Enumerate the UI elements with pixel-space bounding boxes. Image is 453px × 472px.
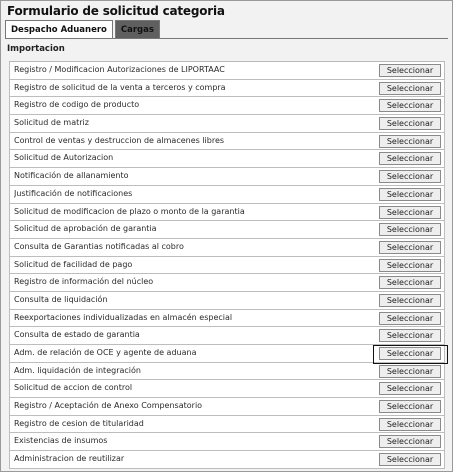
select-button[interactable]: Seleccionar — [379, 135, 441, 148]
tab-cargas[interactable]: Cargas — [115, 20, 160, 38]
row-label: Registro de cesion de titularidad — [14, 418, 144, 428]
table-row — [9, 398, 445, 416]
row-label: Registro / Aceptación de Anexo Compensatorio — [14, 401, 203, 411]
table-row — [9, 204, 445, 222]
row-label: Control de ventas y destruccion de almacenes libres — [14, 135, 225, 145]
table-row — [9, 345, 445, 363]
table-row — [9, 363, 445, 381]
row-label: Existencias de insumos — [14, 436, 108, 446]
row-label: Consulta de Garantias notificadas al cobro — [14, 241, 184, 251]
select-button[interactable]: Seleccionar — [379, 117, 441, 130]
row-label: Registro de información del núcleo — [14, 277, 154, 287]
row-label: Solicitud de aprobación de garantia — [14, 224, 157, 234]
row-label: Justificación de notificaciones — [14, 188, 133, 198]
table-row — [9, 221, 445, 239]
select-button[interactable]: Seleccionar — [379, 347, 441, 360]
table-row — [9, 257, 445, 275]
select-button[interactable]: Seleccionar — [379, 152, 441, 165]
section-title: Importacion — [7, 44, 65, 54]
select-button[interactable]: Seleccionar — [379, 241, 441, 254]
row-label: Solicitud de facilidad de pago — [14, 259, 133, 269]
row-label: Solicitud de accion de control — [14, 383, 133, 393]
table-row — [9, 380, 445, 398]
table-row — [9, 186, 445, 204]
tab-divider — [5, 38, 448, 39]
select-button[interactable]: Seleccionar — [379, 365, 441, 378]
table-row — [9, 274, 445, 292]
table-row — [9, 292, 445, 310]
select-button[interactable]: Seleccionar — [379, 329, 441, 342]
table-row — [9, 239, 445, 257]
select-button[interactable]: Seleccionar — [379, 223, 441, 236]
table-row — [9, 327, 445, 345]
select-button[interactable]: Seleccionar — [379, 435, 441, 448]
table-row — [9, 115, 445, 133]
table-row — [9, 150, 445, 168]
row-label: Solicitud de modificacion de plazo o monto de la garantia — [14, 206, 245, 216]
row-label: Registro de solicitud de la venta a terceros y compra — [14, 82, 226, 92]
table-row — [9, 433, 445, 451]
select-button[interactable]: Seleccionar — [379, 99, 441, 112]
table-row — [9, 80, 445, 98]
row-label: Adm. liquidación de integración — [14, 365, 141, 375]
row-label: Adm. de relación de OCE y agente de aduana — [14, 348, 197, 357]
row-label: Administracion de reutilizar — [14, 454, 125, 464]
row-label: Consulta de liquidación — [14, 294, 108, 304]
select-button[interactable]: Seleccionar — [379, 294, 441, 307]
select-button[interactable]: Seleccionar — [379, 400, 441, 413]
row-label: Notificación de allanamiento — [14, 171, 129, 181]
row-label: Registro de codigo de producto — [14, 100, 140, 110]
table-row — [9, 451, 445, 469]
tab-bar — [5, 20, 160, 38]
window-title: Formulario de solicitud categoria — [7, 4, 225, 18]
select-button[interactable]: Seleccionar — [379, 382, 441, 395]
select-button[interactable]: Seleccionar — [379, 82, 441, 95]
table-row — [9, 133, 445, 151]
tab-despacho-aduanero[interactable]: Despacho Aduanero — [5, 20, 113, 38]
row-label: Solicitud de matriz — [14, 118, 89, 128]
row-label: Reexportaciones individualizadas en almacén especial — [14, 312, 233, 322]
select-button[interactable]: Seleccionar — [379, 259, 441, 272]
row-label: Consulta de estado de garantia — [14, 330, 140, 340]
row-label: Registro / Modificacion Autorizaciones de LIPORTAAC — [14, 65, 225, 74]
select-button[interactable]: Seleccionar — [379, 64, 441, 77]
table-row — [9, 416, 445, 434]
select-button[interactable]: Seleccionar — [379, 418, 441, 431]
request-category-table — [9, 61, 445, 469]
select-button[interactable]: Seleccionar — [379, 276, 441, 289]
select-button[interactable]: Seleccionar — [379, 453, 441, 466]
select-button[interactable]: Seleccionar — [379, 312, 441, 325]
table-row — [9, 97, 445, 115]
row-label: Solicitud de Autorizacion — [14, 153, 114, 163]
select-button[interactable]: Seleccionar — [379, 188, 441, 201]
select-button[interactable]: Seleccionar — [379, 206, 441, 219]
table-row — [9, 168, 445, 186]
table-row — [9, 310, 445, 328]
table-row — [9, 62, 445, 80]
select-button[interactable]: Seleccionar — [379, 170, 441, 183]
